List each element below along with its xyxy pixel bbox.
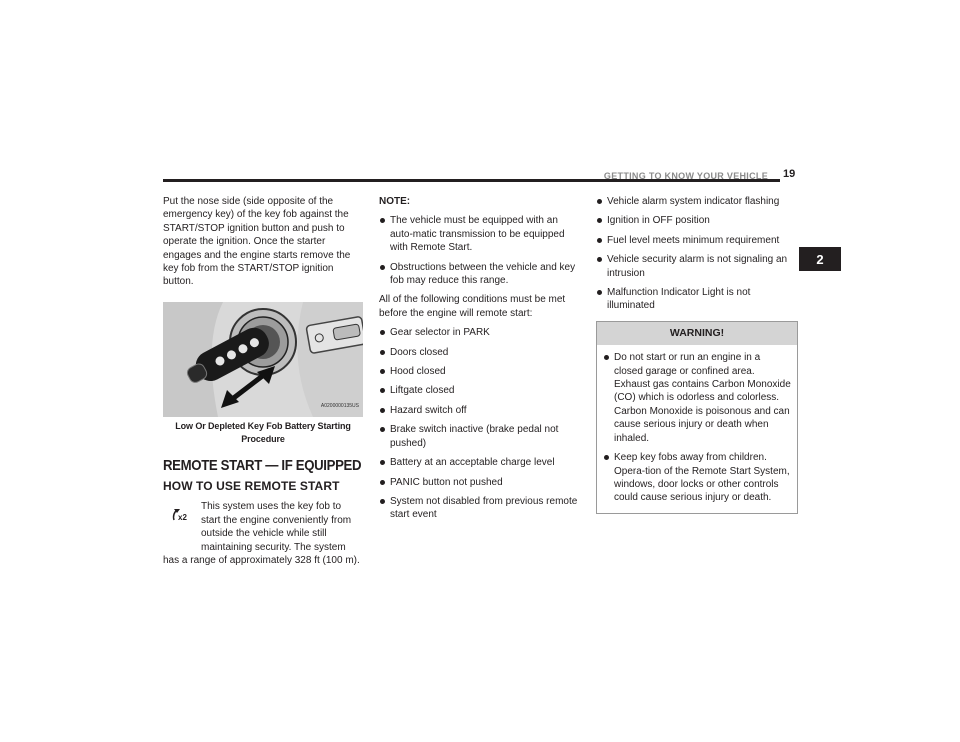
condition-item: Malfunction Indicator Light is not illuminated (596, 286, 796, 313)
condition-item: Ignition in OFF position (596, 214, 796, 227)
warning-list (597, 345, 797, 512)
note-item: The vehicle must be equipped with an auto-matic transmission to be equipped with Remote Start. (379, 214, 579, 254)
running-header: GETTING TO KNOW YOUR VEHICLE (603, 171, 768, 181)
note-list (379, 214, 579, 287)
condition-item: Vehicle security alarm is not signaling an intrusion (596, 253, 796, 280)
figure-id: A0200000135US (320, 403, 359, 410)
warning-item: Keep key fobs away from children. Opera-tion of the Remote Start System, windows, door locks or other controls could cause serious injury or death. (603, 451, 791, 505)
condition-item: Vehicle alarm system indicator flashing (596, 195, 796, 208)
condition-item: System not disabled from previous remote start event (379, 495, 579, 522)
condition-item: Gear selector in PARK (379, 326, 579, 339)
chapter-tab[interactable]: 2 (799, 247, 841, 271)
remote-start-icon-text: x2 (178, 513, 187, 523)
ignition-paragraph: Put the nose side (side opposite of the emergency key) of the key fob against the START/STOP ignition button and push to operate the ignition. Once the starter engages and the engine starts remove the key fob from the START/STOP ignition button. (163, 196, 351, 288)
key-fob-figure (163, 302, 363, 417)
remote-start-intro (163, 500, 363, 567)
condition-item: Brake switch inactive (brake pedal not pushed) (379, 423, 579, 450)
warning-title: WARNING! (597, 322, 797, 345)
condition-item: Hood closed (379, 365, 579, 378)
column-right (596, 195, 796, 514)
conditions-list (379, 326, 579, 521)
condition-item: Battery at an acceptable charge level (379, 456, 579, 469)
subsection-heading: HOW TO USE REMOTE START (163, 479, 340, 494)
condition-item: Hazard switch off (379, 404, 579, 417)
remote-start-icon (171, 506, 193, 524)
figure-caption: Low Or Depleted Key Fob Battery Starting Procedure (175, 420, 351, 445)
page-number: 19 (783, 168, 796, 180)
conditions-intro: All of the following conditions must be met before the engine will remote start: (379, 294, 566, 319)
column-middle (379, 195, 579, 528)
section-heading: REMOTE START — IF EQUIPPED (163, 456, 362, 474)
condition-item: PANIC button not pushed (379, 476, 579, 489)
column-left (163, 195, 363, 568)
condition-item: Fuel level meets minimum requirement (596, 234, 796, 247)
intro-text: This system uses the key fob to start the engine conveniently from outside the vehicle while still maintaining security. The system has a range of approximately 328 ft (100 m). (163, 501, 360, 567)
warning-item: Do not start or run an engine in a closed garage or confined area. Exhaust gas contains Carbon Monoxide (CO) which is odorless and colorless. Carbon Monoxide is poisonous and can cause serious injury or death when inhaled. (603, 351, 791, 445)
warning-box (596, 321, 798, 514)
condition-item: Doors closed (379, 346, 579, 359)
conditions-list-continued (596, 195, 796, 313)
condition-item: Liftgate closed (379, 384, 579, 397)
note-label: NOTE: (379, 196, 411, 207)
note-item: Obstructions between the vehicle and key fob may reduce this range. (379, 261, 579, 288)
